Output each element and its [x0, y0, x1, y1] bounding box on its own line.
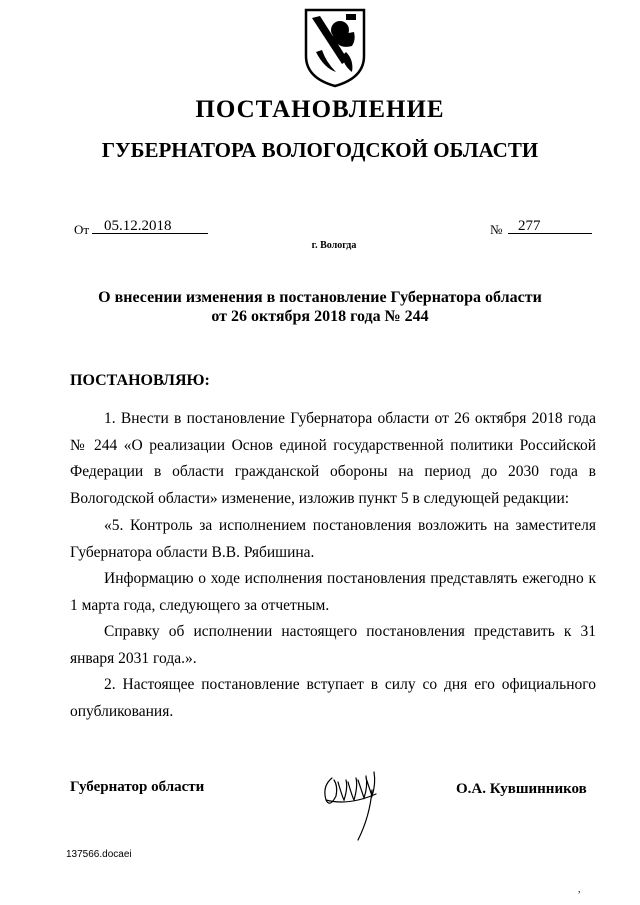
city: г. Вологда: [311, 240, 357, 251]
date-prefix: От: [74, 222, 90, 237]
subject-line-2: от 26 октября 2018 года № 244: [211, 308, 429, 325]
document-subtitle: ГУБЕРНАТОРА ВОЛОГОДСКОЙ ОБЛАСТИ: [101, 138, 539, 162]
document-date: 05.12.2018: [92, 218, 208, 234]
paragraph-4: Справку об исполнении настоящего постановления представить к 31 января 2031 года.».: [70, 623, 596, 667]
handwritten-signature-icon: [318, 756, 380, 848]
number-prefix: №: [490, 222, 503, 237]
signatory-name: О.А. Кувшинников: [456, 781, 587, 797]
paragraph-1: 1. Внести в постановление Губернатора области от 26 октября 2018 года № 244 «О реализации Основ единой государственной политики Российской Федерации в области гражданской обороны на период до 2030 года в Вологодской области» изменение, изложив пункт 5 в следующей редакции:: [70, 410, 596, 507]
signatory-title: Губернатор области: [70, 779, 205, 795]
paragraph-3: Информацию о ходе исполнения постановления представлять ежегодно к 1 марта года, следующего за отчетным.: [70, 570, 596, 614]
document-number: 277: [508, 218, 592, 234]
coat-of-arms-icon: [302, 6, 368, 88]
document-title: ПОСТАНОВЛЕНИЕ: [195, 96, 445, 123]
subject-line-1: О внесении изменения в постановление Губернатора области: [98, 289, 542, 306]
decree-word: ПОСТАНОВЛЯЮ:: [70, 372, 210, 389]
paragraph-5: 2. Настоящее постановление вступает в силу со дня его официального опубликования.: [70, 676, 596, 720]
page-mark: ,: [578, 884, 581, 895]
paragraph-2: «5. Контроль за исполнением постановления возложить на заместителя Губернатора области В.В. Рябишина.: [70, 517, 596, 561]
file-reference: 137566.docaei: [66, 849, 132, 860]
subject-heading: [0, 288, 640, 326]
